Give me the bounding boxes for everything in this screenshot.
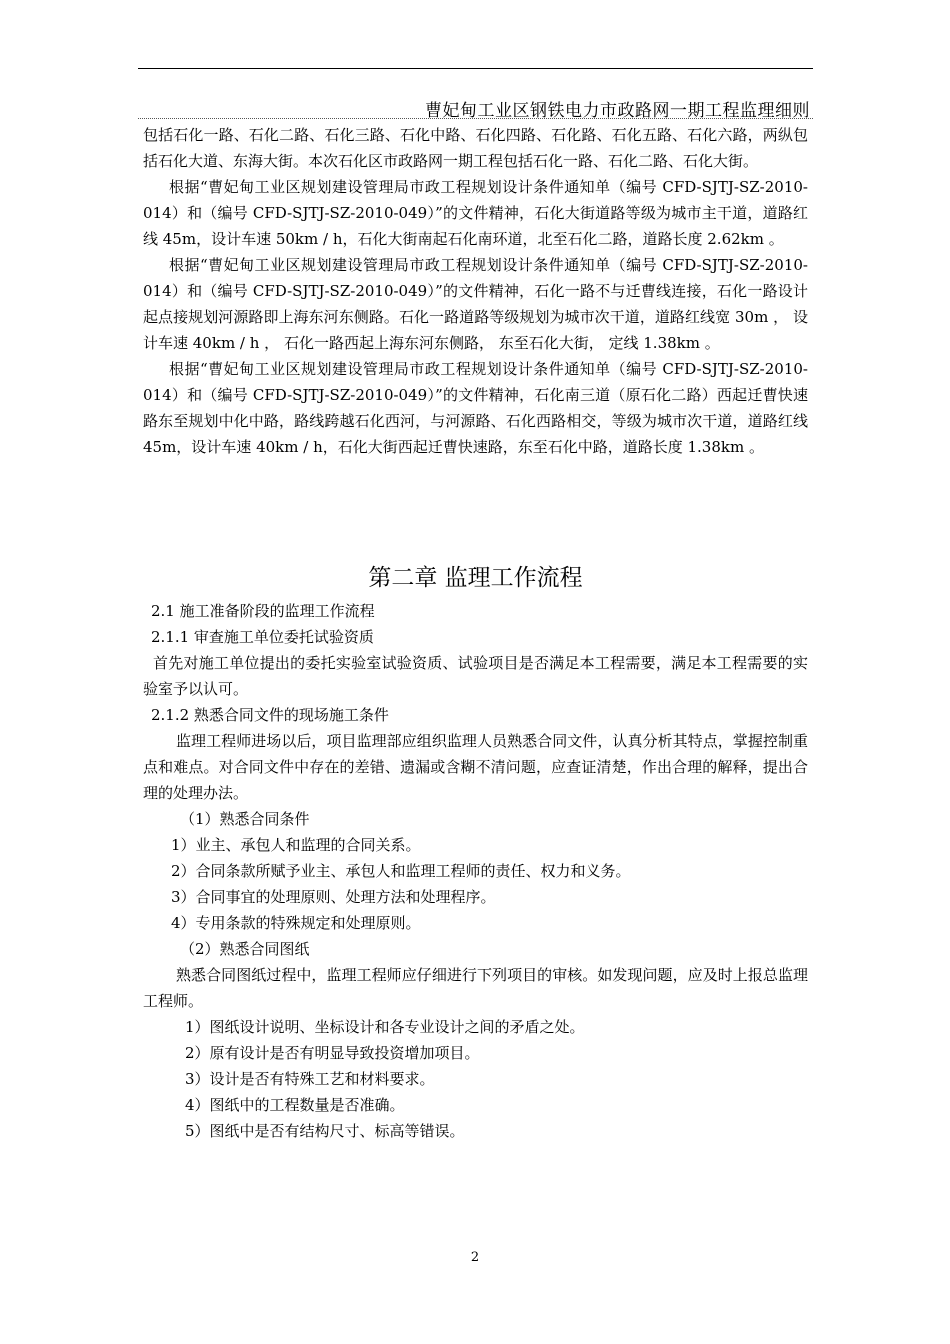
intro-paragraph-2: 根据“曹妃甸工业区规划建设管理局市政工程规划设计条件通知单（编号 CFD-SJTJ-SZ-2010-014）和（编号 CFD-SJTJ-SZ-2010-049）”的文件精神，石化一路不与迁曹线连接，石化一路设计起点接规划河源路即上海东河东侧路。石化一路道路等级规划为城市次干道，道路红线宽 30m ， 设计车速 40km / h ， 石化一路西起上海东河东侧路， 东至石化大街， 定线 1.38km 。 [143, 256, 808, 352]
section-2-1-2-body: 监理工程师进场以后，项目监理部应组织监理人员熟悉合同文件，认真分析其特点，掌握控制重点和难点。对合同文件中存在的差错、遗漏或含糊不清问题，应查证清楚，作出合理的解释，提出合理的处理办法。 [143, 732, 808, 802]
document-body [143, 122, 808, 1144]
intro-paragraph-3: 根据“曹妃甸工业区规划建设管理局市政工程规划设计条件通知单（编号 CFD-SJTJ-SZ-2010-014）和（编号 CFD-SJTJ-SZ-2010-049）”的文件精神，石化南三道（原石化二路）西起迁曹快速路东至规划中化中路，路线跨越石化西河，与河源路、石化西路相交，等级为城市次干道，道路红线 45m，设计车速 40km / h，石化大街西起迁曹快速路，东至石化中路，道路长度 1.38km 。 [143, 360, 808, 456]
list-item: 1）图纸设计说明、坐标设计和各专业设计之间的矛盾之处。 [185, 1018, 585, 1036]
list-item: 2）合同条款所赋予业主、承包人和监理工程师的责任、权力和义务。 [171, 862, 631, 880]
list-item: 5）图纸中是否有结构尺寸、标高等错误。 [185, 1122, 465, 1140]
section-2-1-1-heading: 2.1.1 审查施工单位委托试验资质 [151, 628, 374, 646]
contract-drawings-body: 熟悉合同图纸过程中，监理工程师应仔细进行下列项目的审核。如发现问题，应及时上报总监理工程师。 [143, 966, 808, 1010]
page-number: 2 [470, 1250, 480, 1265]
header-top-rule [138, 68, 813, 69]
list-item: 3）设计是否有特殊工艺和材料要求。 [185, 1070, 435, 1088]
header-dotted-rule [138, 118, 813, 119]
chapter-title: 第二章 监理工作流程 [368, 565, 583, 591]
list-item: 3）合同事宜的处理原则、处理方法和处理程序。 [171, 888, 496, 906]
section-2-1-1-body: 首先对施工单位提出的委托实验室试验资质、试验项目是否满足本工程需要，满足本工程需要的实验室予以认可。 [143, 654, 808, 698]
intro-paragraph-1: 根据“曹妃甸工业区规划建设管理局市政工程规划设计条件通知单（编号 CFD-SJTJ-SZ-2010-014）和（编号 CFD-SJTJ-SZ-2010-049）”的文件精神，石化大街道路等级为城市主干道，道路红线 45m，设计车速 50km / h，石化大街南起石化南环道，北至石化二路，道路长度 2.62km 。 [143, 178, 808, 248]
contract-drawings-heading: （2）熟悉合同图纸 [180, 940, 310, 958]
header-title: 曹妃甸工业区钢铁电力市政路网一期工程监理细则 [425, 101, 810, 121]
list-item: 1）业主、承包人和监理的合同关系。 [171, 836, 421, 854]
intro-continuation: 包括石化一路、石化二路、石化三路、石化中路、石化四路、石化路、石化五路、石化六路，两纵包括石化大道、东海大街。本次石化区市政路网一期工程包括石化一路、石化二路、石化大街。 [143, 126, 808, 170]
contract-conditions-heading: （1）熟悉合同条件 [180, 810, 310, 828]
list-item: 4）专用条款的特殊规定和处理原则。 [171, 914, 421, 932]
list-item: 2）原有设计是否有明显导致投资增加项目。 [185, 1044, 480, 1062]
section-2-1-heading: 2.1 施工准备阶段的监理工作流程 [151, 602, 375, 620]
list-item: 4）图纸中的工程数量是否准确。 [185, 1096, 405, 1114]
section-2-1-2-heading: 2.1.2 熟悉合同文件的现场施工条件 [151, 706, 389, 724]
